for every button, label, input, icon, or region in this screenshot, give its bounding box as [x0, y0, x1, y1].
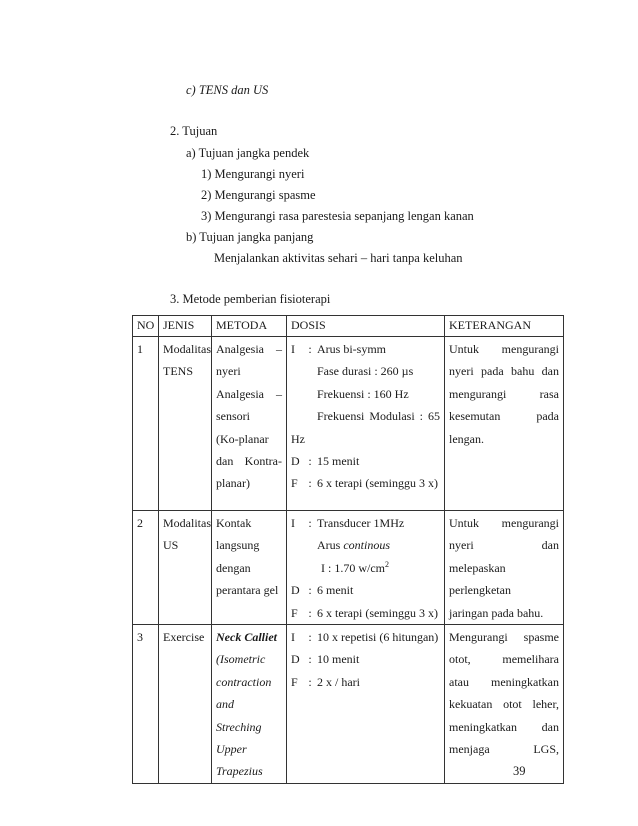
cell-dosis: I : Arus bi-symm Fase durasi : 260 µs Frekuensi : 160 Hz Frekuensi Modulasi : 65 Hz D : 15 menit F : 6 x terapi (seminggu 3 x) — [287, 337, 445, 511]
cell-no: 1 — [133, 337, 159, 511]
list-item: 2) Mengurangi spasme — [201, 188, 316, 202]
header-keterangan: KETERANGAN — [445, 316, 564, 337]
list-item: 1) Mengurangi nyeri — [201, 167, 305, 181]
cell-no: 3 — [133, 625, 159, 784]
list-item: 3) Mengurangi rasa parestesia sepanjang lengan kanan — [201, 209, 474, 223]
header-no: NO — [133, 316, 159, 337]
heading-tujuan: 2. Tujuan — [170, 124, 218, 138]
table-row — [133, 337, 564, 511]
page-number: 39 — [513, 764, 526, 778]
cell-metoda: Analgesia – nyeri Analgesia – sensori (Ko-planar dan Kontra- planar) — [212, 337, 287, 511]
cell-dosis: I : Transducer 1MHz Arus continous I : 1.70 $w/cm^2$ D : 6 menit F : 6 x terapi (seminggu 3 x) — [287, 511, 445, 625]
subheading-b: b) Tujuan jangka panjang — [186, 230, 314, 244]
cell-jenis: Modalitas TENS — [159, 337, 212, 511]
table-header-row — [133, 316, 564, 337]
therapy-table — [132, 315, 564, 784]
cell-jenis: Exercise — [159, 625, 212, 784]
cell-metoda: Kontak langsung dengan perantara gel — [212, 511, 287, 625]
table-row — [133, 511, 564, 625]
cell-jenis: Modalitas US — [159, 511, 212, 625]
header-dosis: DOSIS — [287, 316, 445, 337]
heading-metode: 3. Metode pemberian fisioterapi — [170, 292, 331, 306]
list-item: Menjalankan aktivitas sehari – hari tanpa keluhan — [214, 251, 463, 265]
cell-keterangan: Untuk mengurangi nyeri dan melepaskan perlengketan jaringan pada bahu. — [445, 511, 564, 625]
subheading-c: c) TENS dan US — [186, 83, 269, 97]
cell-keterangan: Mengurangi spasme otot, memelihara atau meningkatkan kekuatan otot leher, meningkatkan dan menjaga LGS, — [445, 625, 564, 784]
subheading-a: a) Tujuan jangka pendek — [186, 146, 310, 160]
cell-dosis: I : 10 x repetisi (6 hitungan) D : 10 menit F : 2 x / hari — [287, 625, 445, 784]
header-jenis: JENIS — [159, 316, 212, 337]
cell-metoda: Neck Calliet (Isometric contraction and Streching Upper Trapezius — [212, 625, 287, 784]
cell-keterangan: Untuk mengurangi nyeri pada bahu dan mengurangi rasa kesemutan pada lengan. — [445, 337, 564, 511]
table-row — [133, 625, 564, 784]
header-metoda: METODA — [212, 316, 287, 337]
cell-no: 2 — [133, 511, 159, 625]
